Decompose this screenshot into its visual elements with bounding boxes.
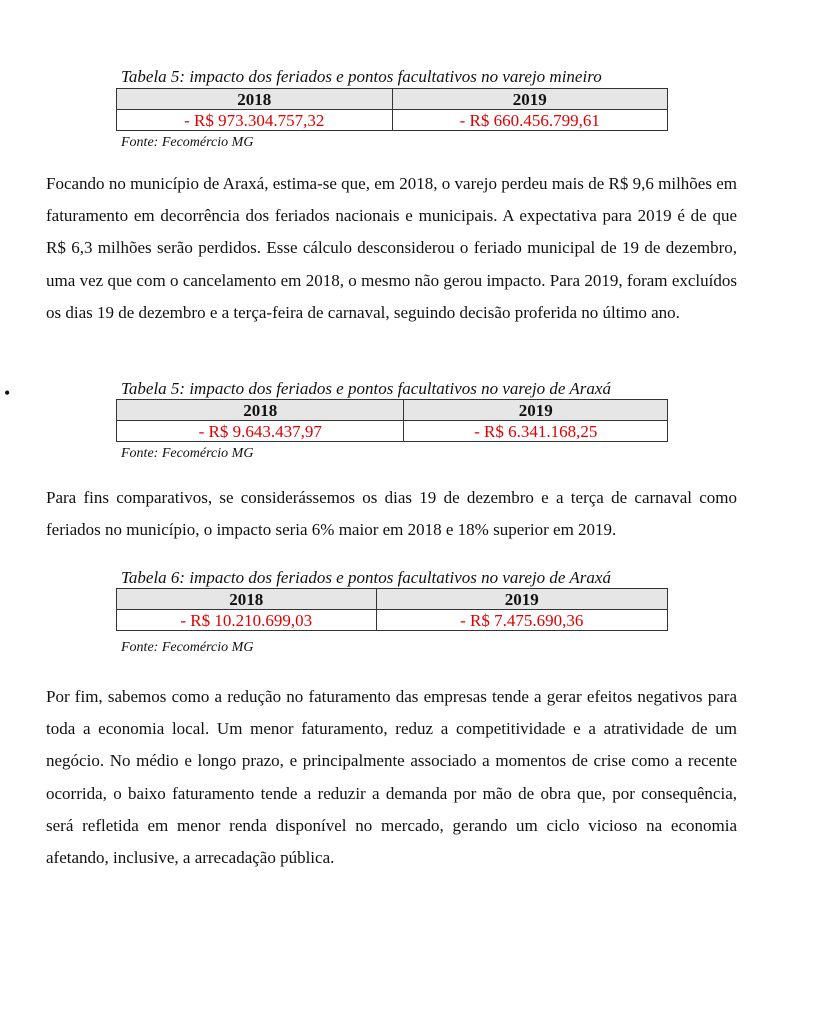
- data-table: [116, 588, 668, 631]
- table-caption: Tabela 5: impacto dos feriados e pontos facultativos no varejo de Araxá: [121, 379, 611, 398]
- table-header-cell: 2018: [117, 89, 393, 110]
- table-row: [117, 110, 668, 131]
- table-caption: Tabela 6: impacto dos feriados e pontos facultativos no varejo de Araxá: [121, 568, 611, 587]
- body-paragraph: Focando no município de Araxá, estima-se que, em 2018, o varejo perdeu mais de R$ 9,6 milhões em faturamento em decorrência dos feriados nacionais e municipais. A expectativa para 2019 é de que R$ 6,3 milhões serão perdidos. Esse cálculo desconsiderou o feriado municipal de 19 de dezembro, uma vez que com o cancelamento em 2018, o mesmo não gerou impacto. Para 2019, foram excluídos os dias 19 de dezembro e a terça-feira de carnaval, seguindo decisão proferida no último ano.: [46, 174, 737, 322]
- table-header-row: [117, 89, 668, 110]
- bullet-marker: •: [4, 383, 11, 403]
- table-value-cell: - R$ 6.341.168,25: [404, 421, 668, 442]
- body-paragraph: Para fins comparativos, se considerássemos os dias 19 de dezembro e a terça de carnaval como feriados no município, o impacto seria 6% maior em 2018 e 18% superior em 2019.: [46, 488, 737, 540]
- data-table: [116, 88, 668, 131]
- table-source: Fonte: Fecomércio MG: [121, 640, 254, 655]
- table-header-cell: 2018: [117, 400, 404, 421]
- table-header-row: [117, 589, 668, 610]
- table-source: Fonte: Fecomércio MG: [121, 135, 254, 150]
- table-header-row: [117, 400, 668, 421]
- table-value-cell: - R$ 10.210.699,03: [117, 610, 377, 631]
- table-header-cell: 2019: [404, 400, 668, 421]
- table-row: [117, 421, 668, 442]
- table-value-cell: - R$ 660.456.799,61: [392, 110, 668, 131]
- table-value-cell: - R$ 9.643.437,97: [117, 421, 404, 442]
- table-source: Fonte: Fecomércio MG: [121, 446, 254, 461]
- table-header-cell: 2019: [376, 589, 667, 610]
- table-caption: Tabela 5: impacto dos feriados e pontos facultativos no varejo mineiro: [121, 67, 602, 86]
- table-header-cell: 2018: [117, 589, 377, 610]
- body-paragraph: Por fim, sabemos como a redução no faturamento das empresas tende a gerar efeitos negativos para toda a economia local. Um menor faturamento, reduz a competitividade e a atratividade de um negócio. No médio e longo prazo, e principalmente associado a momentos de crise como a recente ocorrida, o baixo faturamento tende a reduzir a demanda por mão de obra que, por consequência, será refletida em menor renda disponível no mercado, gerando um ciclo vicioso na economia afetando, inclusive, a arrecadação pública.: [46, 687, 737, 868]
- data-table: [116, 399, 668, 442]
- table-value-cell: - R$ 973.304.757,32: [117, 110, 393, 131]
- table-value-cell: - R$ 7.475.690,36: [376, 610, 667, 631]
- table-row: [117, 610, 668, 631]
- table-header-cell: 2019: [392, 89, 668, 110]
